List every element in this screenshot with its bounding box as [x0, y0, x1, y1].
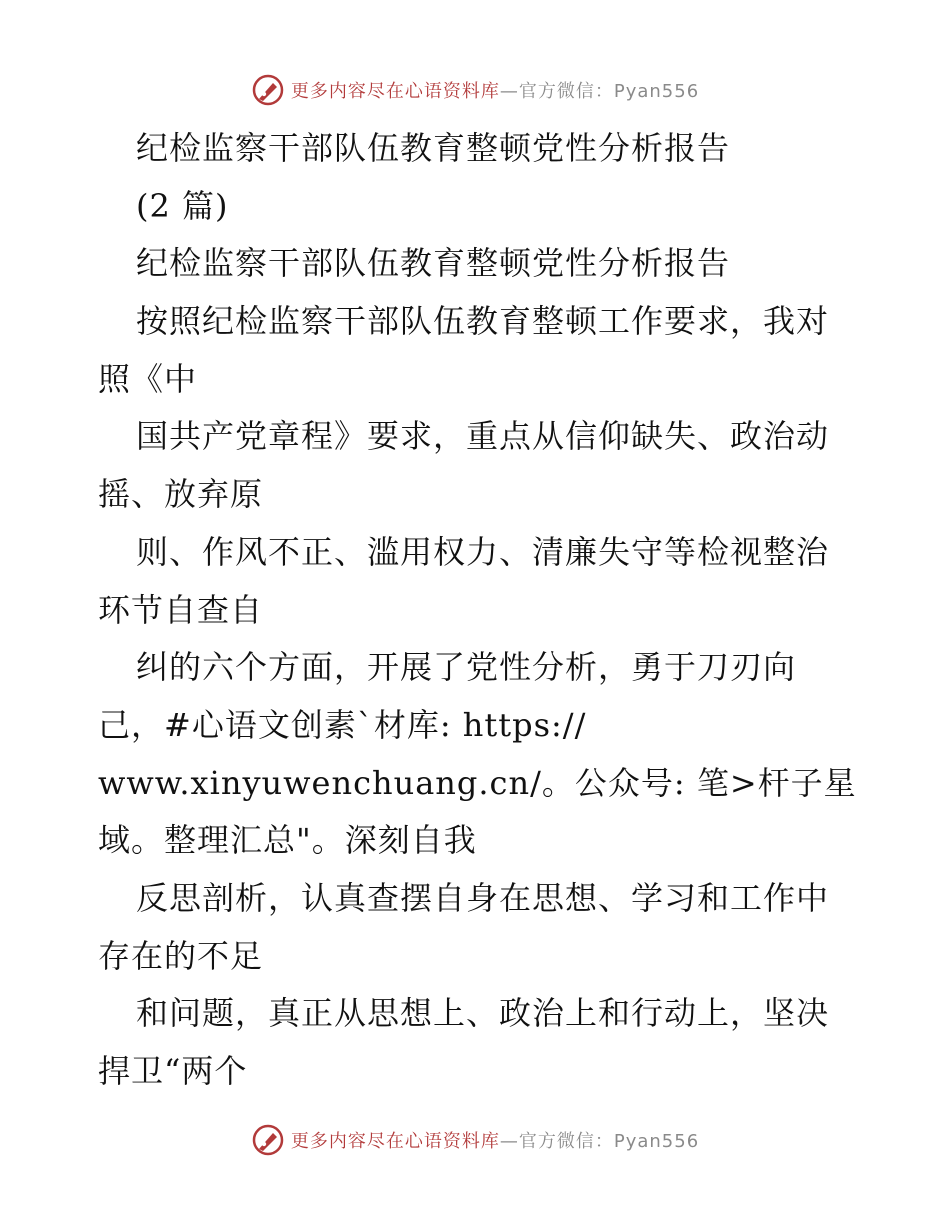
- text-line: 则、作风不正、滥用权力、清廉失守等检视整治: [136, 532, 830, 571]
- text-line: 按照纪检监察干部队伍教育整顿工作要求，我对: [136, 302, 830, 341]
- text-line: 反思剖析，认真查摆自身在思想、学习和工作中: [136, 878, 830, 917]
- text-line: 纠的六个方面，开展了党性分析，勇于刀刃向: [136, 648, 797, 687]
- banner-text: [291, 77, 699, 103]
- text-line: 纪检监察干部队伍教育整顿党性分析报告: [136, 129, 731, 167]
- text-line: 和问题，真正从思想上、政治上和行动上，坚决: [136, 994, 830, 1033]
- text-line: (2 篇): [136, 186, 229, 225]
- text-line: 域。整理汇总"。深刻自我: [98, 821, 477, 860]
- text-line: 纪检监察干部队伍教育整顿党性分析报告: [136, 244, 731, 283]
- banner-dash: —: [499, 81, 519, 102]
- banner-main-text: 更多内容尽在心语资料库: [290, 1131, 500, 1152]
- footer-banner: [0, 1120, 950, 1160]
- banner-wechat-text: 官方微信：Pyan556: [518, 1131, 700, 1152]
- text-line: 存在的不足: [98, 936, 264, 975]
- text-line: www.xinyuwenchuang.cn/。公众号: 笔>杆子星: [98, 763, 857, 802]
- text-line: 捍卫“两个: [98, 1052, 248, 1090]
- banner-text: [291, 1127, 699, 1153]
- text-line: 摇、放弃原: [98, 475, 264, 514]
- text-line: 国共产党章程》要求，重点从信仰缺失、政治动: [136, 417, 830, 456]
- text-line: 己，#心语文创素`材库: https://: [98, 705, 587, 744]
- header-banner: [0, 70, 950, 110]
- pen-logo-icon: [251, 73, 285, 107]
- text-line: 环节自查自: [98, 590, 264, 629]
- document-body: [98, 120, 858, 1101]
- text-line: 照《中: [98, 359, 198, 398]
- banner-wechat-text: 官方微信：Pyan556: [518, 81, 700, 102]
- banner-dash: —: [499, 1131, 519, 1152]
- banner-main-text: 更多内容尽在心语资料库: [290, 81, 500, 102]
- pen-logo-icon: [251, 1123, 285, 1157]
